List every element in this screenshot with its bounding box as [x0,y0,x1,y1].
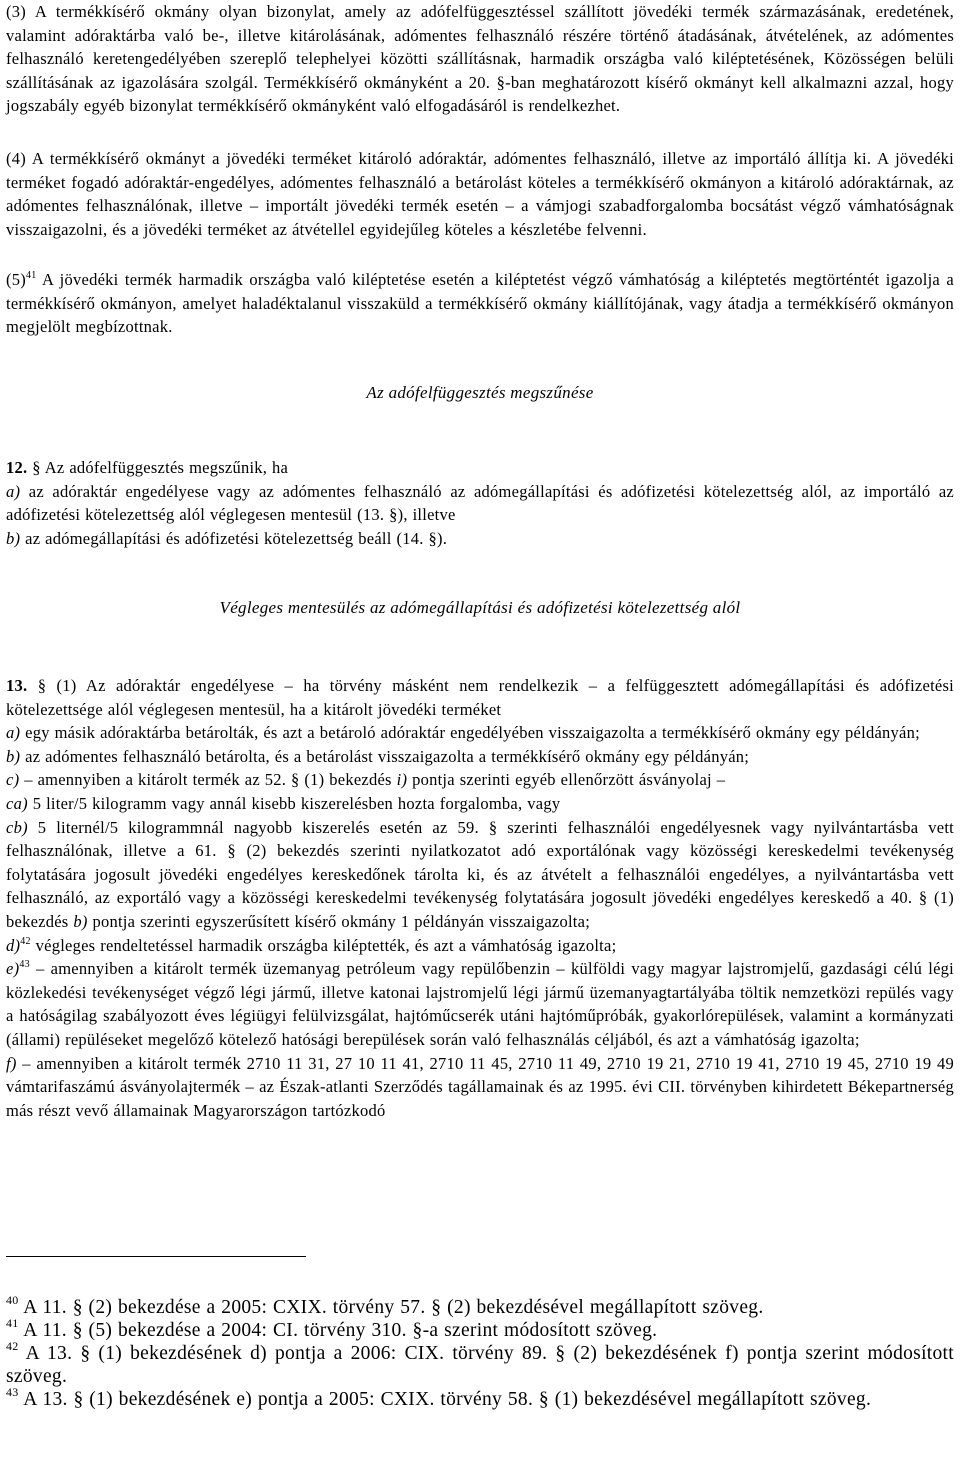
section-13-point-d [6,934,954,958]
point-b-label: b) [6,746,21,766]
point-c-text: – amennyiben a kitárolt termék az 52. § (1) bekezdés [19,770,397,790]
footnote-text: A 13. § (1) bekezdésének d) pontja a 2006: CIX. törvény 89. § (2) bekezdésének f) pontja szerint módosított szöveg. [6,1343,954,1387]
point-e-text: – amennyiben a kitárolt termék üzemanyag petróleum vagy repülőbenzin – külföldi vagy magyar lajstromjelű, gazdasági célú légi közlekedési tevékenységet végző légi jármű, illetve katonai lajstromjelű légi jármű üzemanyagtartályába töltik nemzetközi repülés vagy a hatóságilag szabályozott éves légiügyi felülvizsgálat, hajtóműcserék utáni hajtóműpróbák, gyakorlórepülések, valamint a kormányzati (állami) repüléseket megelőző kötelező hatósági berepülések során való felhasználás céljából, és azt a vámhatóság igazolta; [6,959,954,1049]
section-12-text: § Az adófelfüggesztés megszűnik, ha [27,458,289,477]
point-ca-label: ca) [6,793,28,813]
point-d-label: d) [6,935,21,955]
point-b-text: az adómegállapítási és adófizetési kötelezettség beáll (14. §). [20,528,448,548]
footnote-text: A 13. § (1) bekezdésének e) pontja a 2005: CXIX. törvény 58. § (1) bekezdésével megállapított szöveg. [18,1389,872,1410]
section-13-number: 13. [6,676,28,695]
section-13-point-a [6,721,954,745]
point-cb-ref: b) [73,911,88,931]
point-f-label: f) [6,1053,17,1073]
point-a-label: a) [6,481,21,501]
footnote-text: A 11. § (2) bekezdése a 2005: CXIX. törvény 57. § (2) bekezdésével megállapított szöveg. [18,1297,764,1318]
section-12 [6,456,954,550]
paragraph-5-prefix: (5) [6,270,26,289]
section-13 [6,674,954,1122]
footnote-number: 41 [6,1316,19,1330]
point-c-label: c) [6,770,20,790]
section-12-point-b [6,527,954,551]
section-13-text: § (1) Az adóraktár engedélyese – ha törvény másként nem rendelkezik – a felfüggesztett adómegállapítási és adófizetési kötelezettsége alól véglegesen mentesül, ha a kitárolt jövedéki terméket [6,676,954,719]
footnote-40 [6,1293,954,1319]
point-cb-text-end: pontja szerinti egyszerűsített kísérő okmány 1 példányán visszaigazolta; [87,911,591,931]
point-c-ref: i) [396,770,408,790]
section-13-point-b [6,745,954,769]
paragraph-3-text: (3) A termékkísérő okmány olyan bizonylat, amely az adófelfüggesztéssel szállított jövedéki termék származásának, eredetének, valamint adóraktárba való be-, illetve kitárolásának, adómentes felhasználó részére történő átadásának, átvételének, az adómentes felhasználó keretengedélyében szereplő telephelyei közötti szállításnak, harmadik országba való kiléptetésének, Közösségen belüli szállításának az igazolására szolgál. Termékkísérő okmányként a 20. §-ban meghatározott kísérő okmányt kell alkalmazni azzal, hogy jogszabály egyéb bizonylat termékkísérő okmányként való elfogadásáról is rendelkezhet. [6,2,954,116]
point-ca-text: 5 liter/5 kilogramm vagy annál kisebb kiszerelésben hozta forgalomba, vagy [27,793,561,813]
point-f-text: – amennyiben a kitárolt termék 2710 11 31, 27 10 11 41, 2710 11 45, 2710 11 49, 2710 19 21, 2710 19 41, 2710 19 45, 2710 19 49 vámtarifaszámú ásványolajtermék – az Észak-atlanti Szerződés tagállamainak és az 1995. évi CII. törvényben kihirdetett Békepartnerség más részt vevő államainak Magyarországon tartózkodó [6,1053,954,1120]
footnote-41 [6,1316,954,1342]
section-12-intro [6,456,954,480]
section-13-point-f [6,1052,954,1123]
paragraph-3 [6,0,954,118]
point-b-label: b) [6,528,21,548]
section-12-number: 12. [6,458,28,477]
section-13-point-ca [6,792,954,816]
point-c-text-end: pontja szerinti egyéb ellenőrzött ásványolaj – [407,770,726,790]
point-a-text: egy másik adóraktárba betárolták, és azt a betároló adóraktár engedélyében visszaigazolta a termékkísérő okmány egy példányán; [20,723,920,743]
point-e-label: e) [6,959,20,979]
paragraph-4 [6,147,954,241]
point-d-text: végleges rendeltetéssel harmadik országba kiléptették, és azt a vámhatóság igazolta; [30,935,617,955]
section-title-adofelfuggesztes: Az adófelfüggesztés megszűnése [366,383,594,402]
footnote-separator [6,1256,306,1257]
footnote-ref-41[interactable]: 41 [26,270,37,281]
point-b-text: az adómentes felhasználó betárolta, és a betárolást visszaigazolta a termékkísérő okmány egy példányán; [20,746,750,766]
footnote-number: 42 [6,1339,19,1353]
point-cb-text: 5 liternél/5 kilogrammnál nagyobb kiszerelés esetén az 59. § szerinti felhasználói engedélyesnek vagy nyilvántartásba vett felhasználónak, illetve a 61. § (2) bekezdés szerinti nyilatkozatot adó exportálónak vagy közösségi kereskedelmi tevékenység folytatására jogosult jövedéki engedélyes kereskedőnek tárolta ki, és az átvételt a felhasználói engedélyes, a nyilvántartásba vett felhasználó, az exportáló vagy a közösségi kereskedelmi tevékenység folytatására jogosult jövedéki engedélyes kereskedő a 40. § (1) bekezdés [6,817,954,931]
paragraph-5 [6,268,954,339]
section-13-point-c [6,768,954,792]
point-a-label: a) [6,723,21,743]
footnote-ref-42[interactable]: 42 [20,935,31,947]
footnote-ref-43[interactable]: 43 [19,959,30,971]
footnote-number: 40 [6,1293,19,1307]
footnote-42 [6,1339,954,1388]
section-13-intro [6,674,954,721]
footnotes [6,1293,954,1411]
section-13-point-e [6,957,954,1051]
point-a-text: az adóraktár engedélyese vagy az adómentes felhasználó az adómegállapítási és adófizetési kötelezettség alól, az importáló az adófizetési kötelezettség alól véglegesen mentesül (13. §), illetve [6,481,954,525]
section-13-point-cb [6,816,954,934]
section-12-point-a [6,480,954,527]
footnote-number: 43 [6,1385,19,1399]
point-cb-label: cb) [6,817,28,837]
footnote-43 [6,1385,954,1411]
footnote-text: A 11. § (5) bekezdése a 2004: CI. törvény 310. §-a szerint módosított szöveg. [18,1320,658,1341]
section-title-vegleges-mentesules: Végleges mentesülés az adómegállapítási és adófizetési kötelezettség alól [219,598,741,617]
paragraph-5-text: A jövedéki termék harmadik országba való kiléptetése esetén a kiléptetést végző vámhatóság a kiléptetés megtörténtét igazolja a termékkísérő okmányon, amelyet haladéktalanul visszaküld a termékkísérő okmány kiállítójának, vagy átadja a termékkísérő okmányon megjelölt megbízottnak. [6,270,954,337]
paragraph-4-text: (4) A termékkísérő okmányt a jövedéki terméket kitároló adóraktár, adómentes felhasználó, illetve az importáló állítja ki. A jövedéki terméket fogadó adóraktár-engedélyes, adómentes felhasználó a betárolást köteles a termékkísérő okmányon a kitároló adóraktárnak, az adómentes felhasználónak, illetve – importált jövedéki termék esetén – a vámjogi szabadforgalomba bocsátást végző vámhatóságnak visszaigazolni, és a jövedéki terméket az átvétellel egyidejűleg köteles a készletébe felvenni. [6,149,954,239]
